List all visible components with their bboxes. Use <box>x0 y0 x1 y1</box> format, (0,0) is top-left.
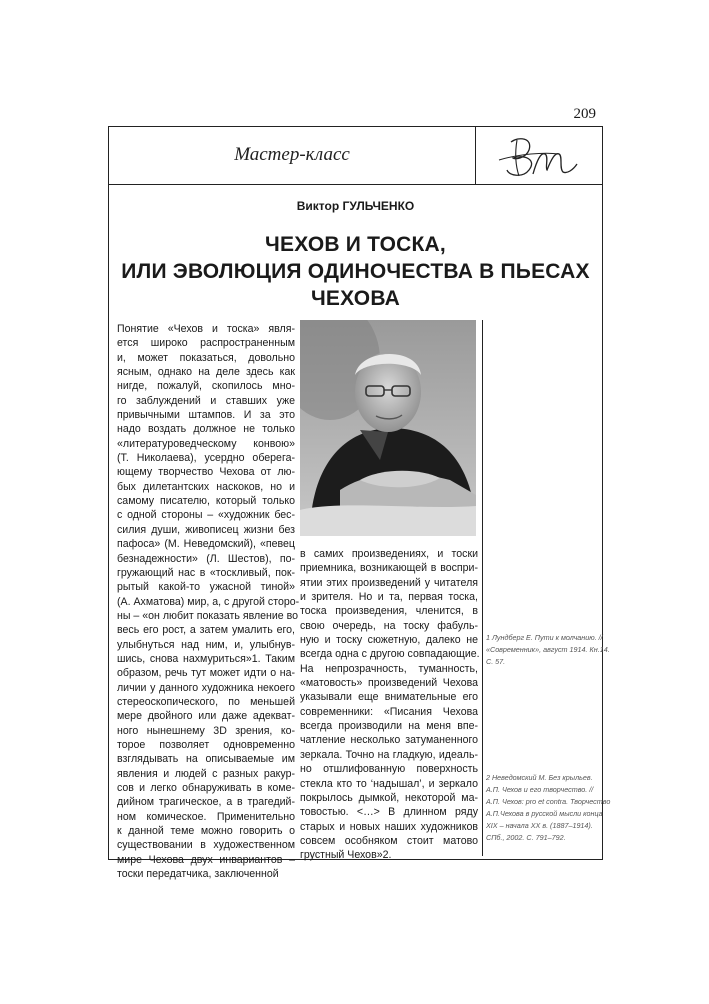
text-line: нигде, пожалуй, скопилось мно- <box>117 380 295 393</box>
article-frame <box>108 126 611 881</box>
text-line: грустный Чехов»2. <box>300 849 392 862</box>
text-line: XIX – начала XX в. (1887–1914). <box>486 821 593 830</box>
text-line: мере двойного или даже адекват- <box>117 710 295 723</box>
text-line: ющему творчество Чехова от лю- <box>117 466 295 479</box>
text-line: СПб., 2002. С. 791–792. <box>486 833 566 842</box>
text-line: «Современник», август 1914. Кн.14. <box>486 645 610 654</box>
text-line: весь его рост, а затем умалить его, <box>117 624 295 637</box>
text-line: силия души, живописец жизни без <box>117 523 295 536</box>
text-line: ного нынешнему 3D зрения, ко- <box>117 724 295 737</box>
text-line: и, может показаться, довольно <box>117 351 295 364</box>
text-line: ятии этих произведений у читателя <box>300 576 478 589</box>
text-line: зеркала. Точно на гладкую, идеаль- <box>300 748 478 761</box>
text-line: явления и людей с разных ракур- <box>117 767 295 780</box>
text-line: безнадежности» (Л. Шестов), по- <box>117 552 295 565</box>
text-line: ную и тоску сюжетную, далеко не <box>300 634 478 647</box>
title-line: ИЛИ ЭВОЛЮЦИЯ ОДИНОЧЕСТВА В ПЬЕСАХ <box>121 260 590 283</box>
rubric-title: Мастер-класс <box>234 144 350 165</box>
text-line: А.П. Чехов и его творчество. // <box>486 785 594 794</box>
text-column-left <box>117 322 300 881</box>
text-line: покрылось дымкой, некоторой ма- <box>300 791 478 804</box>
text-line: ется широко распространенным <box>117 337 295 350</box>
text-line: С. 57. <box>486 657 506 666</box>
text-line: но отшлифованную поверхность <box>300 763 478 776</box>
text-line: мире Чехова двух инвариантов – <box>117 853 295 866</box>
text-line: надо воздать должное не только <box>117 423 295 436</box>
title-line: ЧЕХОВА <box>310 287 401 310</box>
footnote-divider <box>482 320 483 856</box>
text-line: улыбнуться над ним, и, улыбнув- <box>117 638 295 651</box>
text-line: старых и новых наших художников <box>300 820 478 833</box>
text-column-right <box>300 547 478 863</box>
text-line: существовании в художественном <box>117 839 295 852</box>
text-line: сов и легко обнаруживать в коме- <box>117 782 295 794</box>
text-line: современники: «Писания Чехова <box>300 705 478 718</box>
text-line: к данной теме можно говорить о <box>117 825 295 838</box>
text-line: стекла кто то ‘надышал’, и зеркало <box>300 777 478 790</box>
vm-monogram-logo-icon <box>489 130 589 182</box>
text-line: ны – «он любит показать явление во <box>117 609 299 622</box>
text-line: торое позволяет одновременно <box>117 738 295 751</box>
text-line: всегда производили на меня впе- <box>300 720 478 733</box>
text-line: чатление несколько затуманенного <box>300 734 478 747</box>
text-line: 2 Неведомский М. Без крыльев. <box>486 773 593 782</box>
text-line: всегда одна с другою совпадающие. <box>300 648 480 661</box>
text-line: стереоскопического, по меньшей <box>117 695 295 708</box>
footnote-2 <box>486 772 611 844</box>
text-line: ясным, однако на деле здесь как <box>117 366 295 379</box>
text-line: товостью. <…> В длинном ряду <box>300 806 478 819</box>
text-line: А.П. Чехов: pro et contra. Творчество <box>486 797 611 806</box>
text-line: (А. Ахматова) мир, а, с другой сторо- <box>117 595 300 608</box>
text-line: приемника, возникающей в воспри- <box>300 562 478 575</box>
text-line: взглядывать на описываемые им <box>117 753 295 766</box>
text-line: свою очередь, на тоску фабуль- <box>300 619 478 632</box>
author-portrait-photo <box>300 320 476 536</box>
text-line: в самих произведениях, и тоски <box>300 548 478 560</box>
text-line: самому писателю, который только <box>117 495 295 508</box>
text-line: образом, речь тут может идти о на- <box>117 667 295 680</box>
text-line: «литературоведческому конвою» <box>117 437 295 450</box>
text-line: «матовость» произведений Чехова <box>300 677 478 690</box>
text-line: шись, снова нахмуриться»1. Таким <box>117 652 295 665</box>
text-line: (Т. Николаева), усердно оберега- <box>117 452 295 465</box>
text-line: привычными штампов. И за это <box>117 409 295 422</box>
header-divider <box>475 127 476 184</box>
text-line: го заблуждений и ставших уже <box>117 394 295 407</box>
title-line: ЧЕХОВ И ТОСКА, <box>265 233 446 256</box>
text-line: пафоса» (М. Неведомский), «певец <box>117 538 295 551</box>
text-line: дийном трагическое, а в трагедий- <box>117 796 295 809</box>
text-line: с одной стороны – «художник бес- <box>117 509 295 522</box>
text-line: и зрителя. Но и та, первая тоска, <box>300 591 478 604</box>
page-number: 209 <box>573 106 596 122</box>
text-line: рытый какой-то ужасной тиной» <box>117 581 295 594</box>
text-line: бых дилетантских наскоков, но и <box>117 480 295 493</box>
text-line: указывали еще внимательные его <box>300 691 478 704</box>
text-line: А.П.Чехова в русской мысли конца <box>486 809 603 818</box>
text-line: тоски передатчика, заключенной <box>117 868 279 881</box>
text-line: личии у данного художника некоего <box>117 681 295 694</box>
text-line: гружающий нас в «тоскливый, пок- <box>117 566 295 579</box>
text-line: тоска произведения, членится, в <box>300 605 478 618</box>
text-line: совсем особняком стоит матово <box>300 834 478 847</box>
text-line: Понятие «Чехов и тоска» явля- <box>117 323 295 335</box>
text-line: На непрозрачность, туманность, <box>300 662 478 675</box>
text-line: 1 Лундберг Е. Пути к молчанию. // <box>486 633 603 642</box>
article-title <box>109 231 602 312</box>
author-name: Виктор ГУЛЬЧЕНКО <box>296 199 415 213</box>
text-line: ном комическое. Применительно <box>117 810 295 823</box>
footnote-1 <box>486 632 610 668</box>
